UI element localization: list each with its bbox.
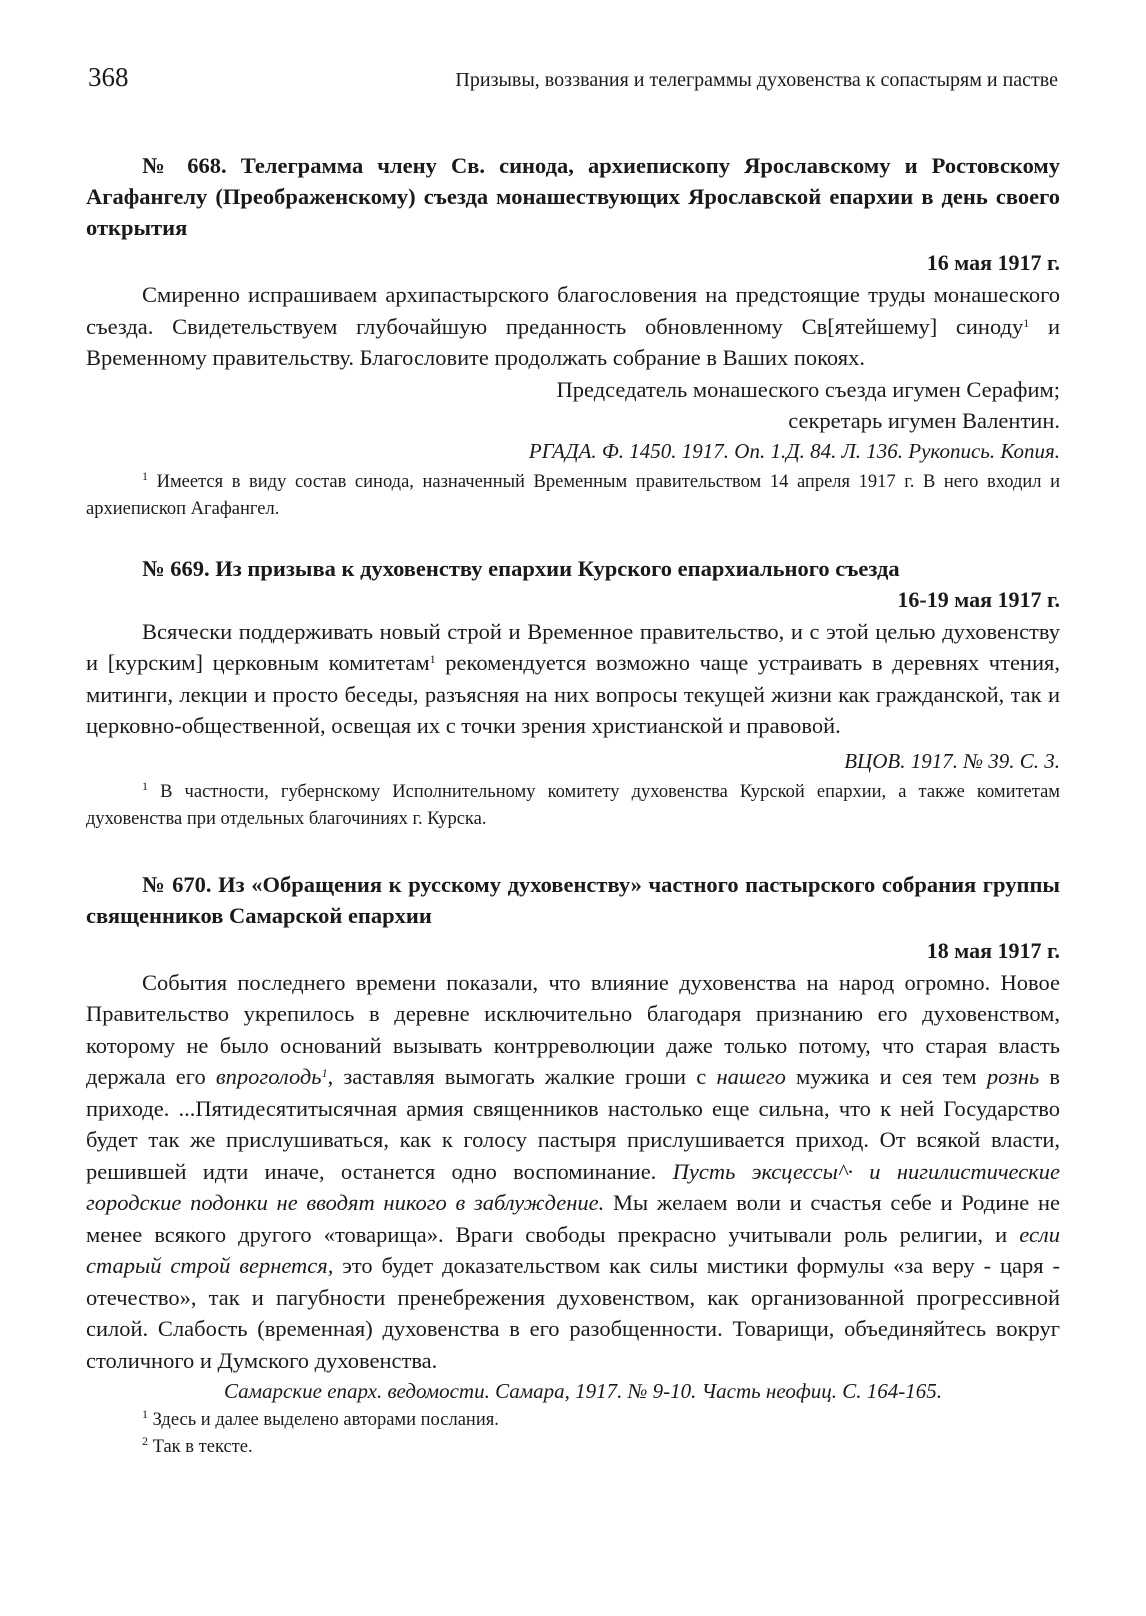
running-title: Призывы, воззвания и телеграммы духовенства к сопастырям и пастве bbox=[455, 69, 1058, 91]
footnote-text: Имеется в виду состав синода, назначенный Временным правительством 14 апреля 1917 г. В него входил и архиепископ Агафангел. bbox=[86, 471, 1060, 519]
body-text: это будет доказательством как силы мистики формулы «за веру - царя - отечество», так и пагубности пренебрежения духовенством, как организованной прогрессивной силой. Слабость (временная) духовенства в его разобщенности. Товарищи, объединяйтесь вокруг столичного и Думского духовенства. bbox=[86, 1253, 1060, 1373]
body-text: в приходе. ...Пятидесятитысячная армия священников настолько еще сильна, что к ней Государство будет так же прислушиваться, как к голосу пастыря прислушивается приход. От всякой власти, решившей идти иначе, останется одно воспоминание. bbox=[86, 1064, 1061, 1184]
body-text: Всячески поддерживать новый строй и Временное правительство, и с этой целью духовенству и [курским] церковным комитетам bbox=[86, 618, 1060, 675]
document-670-title: № 670. Из «Обращения к русскому духовенству» частного пастырского собрания группы священников Самарской епархии bbox=[86, 871, 1060, 928]
footnote-number: 1 bbox=[142, 468, 148, 483]
document-668-body bbox=[86, 279, 1060, 374]
emphasis: если старый строй вернется, bbox=[86, 1221, 1060, 1278]
footnote-number: 1 bbox=[142, 1407, 148, 1421]
page-header bbox=[88, 62, 1058, 93]
body-text: Смиренно испрашиваем архипастырского благословения на предстоящие труды монашеского съезда. Свидетельствуем глубочайшую преданность обновленному Св[ятейшему] синоду bbox=[86, 282, 1060, 339]
body-text: мужика и сея тем bbox=[785, 1064, 987, 1089]
document-670-date: 18 мая 1917 г. bbox=[926, 937, 1060, 963]
signature-secretary: секретарь игумен Валентин. bbox=[788, 407, 1060, 433]
footnote-text: В частности, губернскому Исполнительному комитету духовенства Курской епархии, а также комитетам духовенства при отдельных благочиниях г. Курска. bbox=[86, 781, 1060, 829]
section-gap bbox=[86, 833, 1060, 869]
document-669-title: № 669. Из призыва к духовенству епархии Курского епархиального съезда bbox=[142, 555, 900, 581]
footnote-text: Здесь и далее выделено авторами послания. bbox=[148, 1410, 499, 1430]
signature-chairman: Председатель монашеского съезда игумен Серафим; bbox=[556, 376, 1060, 402]
document-668-date: 16 мая 1917 г. bbox=[926, 250, 1060, 275]
document-669-body bbox=[86, 616, 1060, 742]
document-668 bbox=[86, 150, 1060, 523]
emphasis: нашего bbox=[716, 1064, 786, 1089]
document-669-footnote bbox=[86, 779, 1060, 833]
body-text: , заставляя вымогать жалкие гроши с bbox=[327, 1064, 717, 1089]
document-670-footnote-2 bbox=[142, 1434, 1060, 1461]
document-670-body bbox=[86, 967, 1060, 1377]
document-669-date: 16-19 мая 1917 г. bbox=[897, 586, 1060, 612]
document-669 bbox=[86, 553, 1060, 833]
document-669-source: ВЦОВ. 1917. № 39. С. 3. bbox=[844, 748, 1060, 773]
footnote-number: 2 bbox=[142, 1434, 148, 1448]
emphasis: впроголодь bbox=[215, 1064, 322, 1089]
document-668-footnote bbox=[86, 469, 1060, 523]
footnote-ref[interactable]: 1 bbox=[429, 652, 436, 666]
section-gap bbox=[86, 523, 1060, 553]
page-number: 368 bbox=[88, 62, 129, 92]
emphasis: Пусть эксцессы^· и нигилистические городские подонки не вводят никого в заблуждение. bbox=[86, 1158, 1060, 1215]
document-668-title: № 668. Телеграмма члену Св. синода, архиепископу Ярославскому и Ростовскому Агафангелу (Преображенскому) съезда монашествующих Ярославской епархии в день своего открытия bbox=[86, 153, 1060, 240]
footnote-number: 1 bbox=[142, 778, 148, 793]
footnote-ref[interactable]: 1 bbox=[1023, 315, 1030, 330]
document-670 bbox=[86, 869, 1060, 1462]
document-670-footnote-1 bbox=[142, 1407, 1060, 1434]
emphasis: рознь bbox=[986, 1064, 1040, 1089]
body-text: Мы желаем воли и счастья себе и Родине не менее всякого другого «товарища». Враги свободы прекрасно учитывали роль религии, и bbox=[86, 1190, 1061, 1247]
document-670-source: Самарские епарх. ведомости. Самара, 1917. № 9-10. Часть неофиц. С. 164-165. bbox=[223, 1379, 943, 1403]
body-text: и Временному правительству. Благословите продолжать собрание в Ваших покоях. bbox=[86, 313, 1060, 370]
footnote-text: Так в тексте. bbox=[148, 1437, 253, 1457]
body-text: рекомендуется возможно чаще устраивать в деревнях чтения, митинги, лекции и просто беседы, разъясняя на них вопросы текущей жизни как гражданской, так и церковно-общественной, освещая их с точки зрения христианской и правовой. bbox=[86, 650, 1060, 738]
document-668-source: РГАДА. Ф. 1450. 1917. Оп. 1.Д. 84. Л. 136. Рукопись. Копия. bbox=[528, 438, 1060, 463]
body-text: События последнего времени показали, что влияние духовенства на народ огромно. Новое Правительство укрепилось в деревне исключительно благодаря признанию его духовенством, которому не было оснований вызывать контрреволюции даже только потому, что старая власть держала его bbox=[86, 969, 1060, 1089]
page-content bbox=[86, 150, 1060, 1461]
footnote-ref[interactable]: 1 bbox=[321, 1066, 328, 1080]
